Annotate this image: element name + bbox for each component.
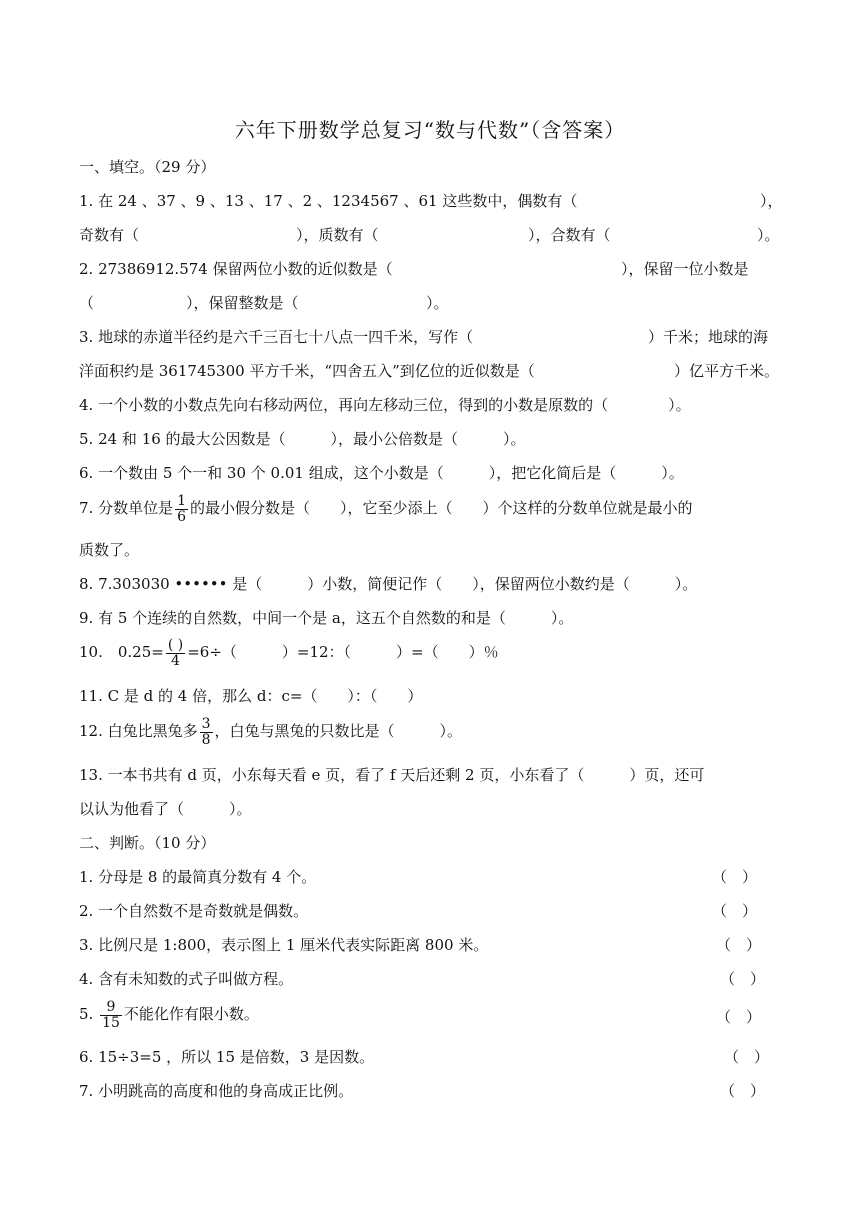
q10-fraction-denominator: 4 — [171, 652, 180, 669]
q4: 4. 一个小数的小数点先向右移动两位，再向左移动三位，得到的小数是原数的（ ）。 — [79, 396, 691, 414]
judge-item-6: 6. 15÷3=5 ，所以 15 是倍数，3 是因数。 — [79, 1048, 375, 1066]
judge-5-fraction-denominator: 15 — [102, 1014, 120, 1031]
q1-text-e: ），合数有（ — [528, 226, 611, 244]
judge-mark-1: （ ） — [712, 868, 758, 886]
judge-item-5-text: 不能化作有限小数。 — [123, 1005, 259, 1023]
q12-fraction-denominator: 8 — [201, 731, 211, 748]
q10-fraction — [166, 638, 185, 669]
q9: 9. 有 5 个连续的自然数，中间一个是 a，这五个自然数的和是（ ）。 — [79, 609, 574, 627]
q11: 11. C 是 d 的 4 倍，那么 d：c=（ ）：（ ） — [79, 687, 423, 705]
judge-item-2: 2. 一个自然数不是奇数就是偶数。 — [79, 902, 309, 920]
q2-text-d: ），保留整数是（ — [186, 294, 299, 312]
q8: 8. 7.303030 •••••• 是（ ）小数，简便记作（ ），保留两位小数约是（ ）。 — [79, 575, 698, 593]
q7-line1 — [79, 492, 693, 525]
section2-heading: 二、判断。（10 分） — [79, 834, 216, 852]
q7-fraction-numerator: 1 — [177, 492, 187, 509]
q7-fraction-denominator: 6 — [177, 508, 187, 525]
judge-item-4: 4. 含有未知数的式子叫做方程。 — [79, 970, 294, 988]
q3-text-d: ）亿平方千米。 — [674, 362, 780, 380]
q2-line1: 2. 27386912.574 保留两位小数的近似数是（ — [79, 260, 393, 278]
q2-line2-start: （ — [79, 294, 95, 312]
q10-fraction-numerator: ( ) — [167, 636, 184, 653]
judge-mark-6: （ ） — [724, 1048, 770, 1066]
judge-item-7: 7. 小明跳高的高度和他的身高成正比例。 — [79, 1082, 354, 1100]
judge-item-5 — [79, 998, 259, 1031]
q12-fraction-numerator: 3 — [201, 715, 211, 732]
judge-mark-2: （ ） — [712, 902, 758, 920]
q1-text-f: ）。 — [757, 226, 780, 244]
q13-line2: 以认为他看了（ ）。 — [79, 800, 252, 818]
q3-line2: 洋面积约是 361745300 平方千米，“四舍五入”到亿位的近似数是（ — [79, 362, 535, 380]
judge-item-1: 1. 分母是 8 的最简真分数有 4 个。 — [79, 868, 317, 886]
q1-line1 — [79, 190, 577, 212]
judge-item-3: 3. 比例尺是 1:800，表示图上 1 厘米代表实际距离 800 米。 — [79, 936, 489, 954]
q7-text-a: 7. 分数单位是 — [79, 499, 174, 517]
q7-line2: 质数了。 — [79, 541, 140, 559]
q2-text-b: ），保留一位小数是 — [621, 260, 749, 278]
judge-mark-4: （ ） — [720, 970, 766, 988]
q7-fraction — [175, 494, 188, 525]
q12-text-b: ，白兔与黑兔的只数比是（ ）。 — [214, 722, 463, 740]
page-title: 六年下册数学总复习“数与代数”（含答案） — [234, 118, 626, 142]
q10 — [79, 636, 499, 669]
q3-text-b: ）千米；地球的海 — [648, 328, 769, 346]
q2-text-e: ）。 — [426, 294, 449, 312]
q6: 6. 一个数由 5 个一和 30 个 0.01 组成，这个小数是（ ），把它化简后是（ ）。 — [79, 464, 684, 482]
judge-item-5-prefix: 5. — [79, 1005, 94, 1023]
judge-mark-3: （ ） — [716, 936, 762, 954]
judge-5-fraction — [100, 1000, 122, 1031]
q7-text-b: 的最小假分数是（ ），它至少添上（ ）个这样的分数单位就是最小的 — [190, 499, 693, 517]
q12-text-a: 12. 白兔比黑兔多 — [79, 722, 198, 740]
q12 — [79, 715, 462, 748]
q10-text-b: =6÷（ ）=12：（ ）=（ ）％ — [187, 643, 499, 661]
judge-mark-7: （ ） — [720, 1082, 766, 1100]
q1-text-d: ），质数有（ — [296, 226, 379, 244]
q1-line2 — [79, 224, 139, 246]
q1-text-c: 奇数有（ — [79, 226, 140, 244]
section1-heading: 一、填空。（29 分） — [79, 158, 216, 176]
q12-fraction — [200, 717, 213, 748]
judge-mark-5: （ ） — [716, 1008, 762, 1026]
q3-line1: 3. 地球的赤道半径约是六千三百七十八点一四千米，写作（ — [79, 328, 474, 346]
q10-text-a: 10. 0.25= — [79, 643, 164, 661]
q1-text-b: ）， — [760, 192, 783, 210]
q13-line1: 13. 一本书共有 d 页，小东每天看 e 页，看了 f 天后还剩 2 页，小东看了（ ）页，还可 — [79, 766, 705, 784]
q1-text-a: 1. 在 24 、37 、9 、13 、17 、2 、1234567 、61 这些数中，偶数有（ — [79, 192, 578, 210]
judge-5-fraction-numerator: 9 — [100, 1000, 122, 1016]
q5: 5. 24 和 16 的最大公因数是（ ），最小公倍数是（ ）。 — [79, 430, 526, 448]
